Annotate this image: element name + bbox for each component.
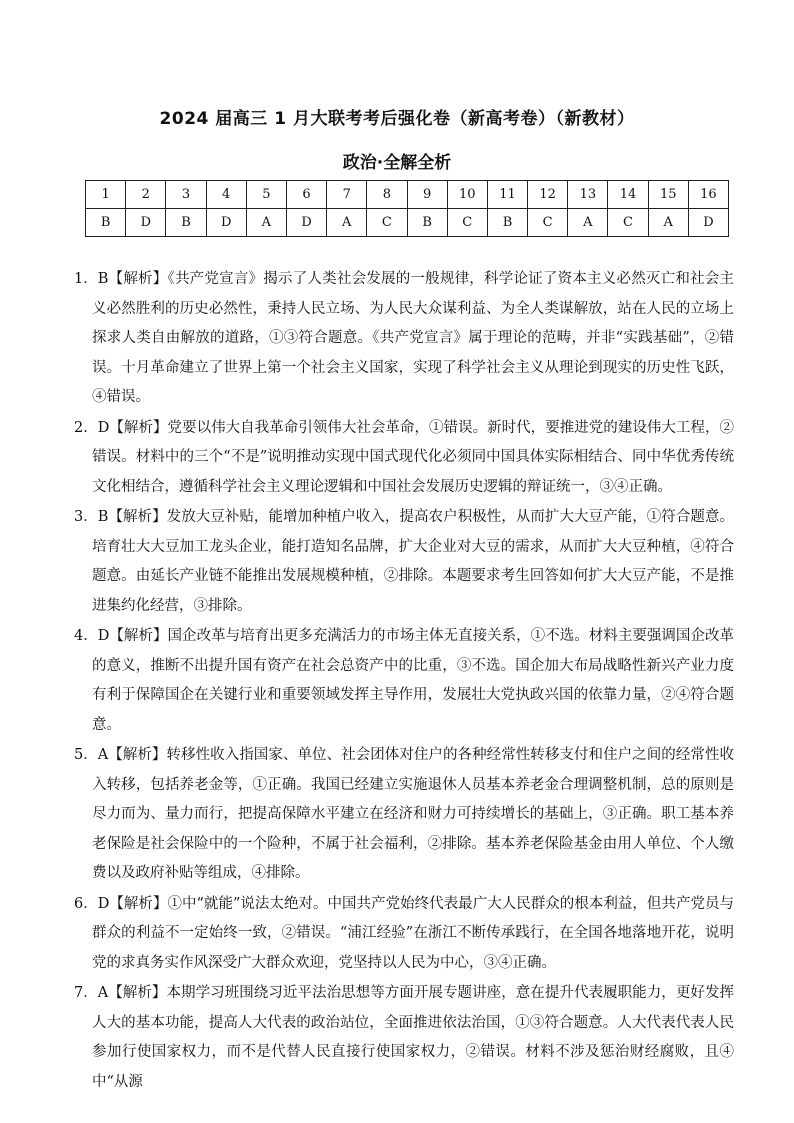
item-answer: A (97, 747, 109, 763)
analysis-item (74, 503, 734, 621)
question-number-cell: 10 (447, 181, 487, 209)
item-tag: 【解析】 (108, 985, 167, 1001)
answer-cell: D (286, 209, 326, 237)
question-number-cell: 15 (648, 181, 688, 209)
analysis-item (74, 265, 734, 413)
question-number-cell: 12 (528, 181, 568, 209)
analysis-item (74, 741, 734, 889)
answer-cell: C (528, 209, 568, 237)
answer-cell: A (648, 209, 688, 237)
answer-table (85, 180, 729, 237)
item-number: 4． (74, 628, 98, 644)
answer-cell: A (327, 209, 367, 237)
item-text: 国企改革与培育出更多充满活力的市场主体无直接关系，①不选。材料主要强调国企改革的意义，推断不出提升国有资产在社会总资产中的比重，③不选。国企加大布局战略性新兴产业力度有利于保障国企在关键行业和重要领域发挥主导作用，发展壮大党执政兴国的依靠力量，②④符合题意。 (92, 628, 735, 733)
item-answer: D (97, 628, 110, 644)
answer-cell: A (568, 209, 608, 237)
answer-cell: B (166, 209, 206, 237)
item-tag: 【解析】 (108, 747, 167, 763)
question-number-cell: 3 (166, 181, 206, 209)
item-tag: 【解析】 (109, 628, 168, 644)
item-answer: D (97, 419, 110, 436)
item-answer: B (97, 509, 109, 525)
item-text: 党要以伟大自我革命引领伟大社会革命，①错误。新时代，要推进党的建设伟大工程，②错误。材料中的三个“不是”说明推动实现中国式现代化必须同中国具体实际相结合、同中华优秀传统文化相结合，遵循科学社会主义理论逻辑和中国社会发展历史逻辑的辩证统一，③④正确。 (92, 419, 735, 495)
question-number-cell: 5 (246, 181, 286, 209)
item-answer: B (97, 271, 109, 287)
item-text: 本期学习班围绕习近平法治思想等方面开展专题讲座，意在提升代表履职能力，更好发挥人大的基本功能，提高人大代表的政治站位，全面推进依法治国，①③符合题意。人大代表代表人民参加行使国家权力，而不是代替人民直接行使国家权力，②错误。材料不涉及惩治财经腐败，且④中“从源 (92, 985, 734, 1090)
item-tag: 【解析】 (108, 509, 167, 525)
analysis-item (74, 414, 734, 503)
item-tag: 【解析】 (108, 271, 168, 287)
answer-table-number-row (86, 181, 729, 209)
analysis-item (74, 890, 734, 979)
question-number-cell: 1 (86, 181, 126, 209)
answer-cell: B (487, 209, 527, 237)
answer-cell: C (367, 209, 407, 237)
analysis-item (74, 979, 734, 1097)
answer-cell: B (86, 209, 126, 237)
item-answer: A (97, 985, 109, 1001)
analysis-item (74, 622, 734, 740)
question-number-cell: 8 (367, 181, 407, 209)
item-number: 7． (74, 985, 98, 1001)
item-number: 6． (74, 895, 98, 912)
question-number-cell: 7 (327, 181, 367, 209)
item-text: 《共产党宣言》揭示了人类社会发展的一般规律，科学论证了资本主义必然灭亡和社会主义必然胜利的历史必然性，秉持人民立场、为人民大众谋利益、为全人类谋解放，站在人民的立场上探求人类自由解放的道路，①③符合题意。《共产党宣言》属于理论的范畴，并非“实践基础”，②错误。十月革命建立了世界上第一个社会主义国家，实现了科学社会主义从理论到现实的历史性飞跃，④错误。 (92, 271, 735, 405)
answer-cell: D (126, 209, 166, 237)
question-number-cell: 16 (688, 181, 728, 209)
item-tag: 【解析】 (109, 895, 168, 912)
question-number-cell: 14 (608, 181, 648, 209)
question-number-cell: 13 (568, 181, 608, 209)
question-number-cell: 6 (286, 181, 326, 209)
item-text: 转移性收入指国家、单位、社会团体对住户的各种经常性转移支付和住户之间的经常性收入转移，包括养老金等，①正确。我国已经建立实施退休人员基本养老金合理调整机制，总的原则是尽力而为、量力而行，把提高保障水平建立在经济和财力可持续增长的基础上，③正确。职工基本养老保险是社会保险中的一个险种，不属于社会福利，②排除。基本养老保险基金由用人单位、个人缴费以及政府补贴等组成，④排除。 (92, 747, 734, 881)
item-number: 2． (74, 419, 98, 436)
question-number-cell: 9 (407, 181, 447, 209)
question-number-cell: 11 (487, 181, 527, 209)
item-answer: D (97, 895, 110, 912)
question-number-cell: 4 (206, 181, 246, 209)
item-number: 3． (74, 509, 98, 525)
item-text: ①中“就能”说法太绝对。中国共产党始终代表最广大人民群众的根本利益，但共产党员与群众的利益不一定始终一致，②错误。“浦江经验”在浙江不断传承践行，在全国各地落地开花，说明党的求真务实作风深受广大群众欢迎，党坚持以人民为中心，③④正确。 (92, 895, 734, 971)
item-text: 发放大豆补贴，能增加种植户收入，提高农户积极性，从而扩大大豆产能，①符合题意。培育壮大大豆加工龙头企业，能打造知名品牌，扩大企业对大豆的需求，从而扩大大豆种植，④符合题意。由延长产业链不能推出发展规模种植，②排除。本题要求考生回答如何扩大大豆产能，不是推进集约化经营，③排除。 (92, 509, 735, 614)
answer-table-answer-row (86, 209, 729, 237)
item-number: 5． (74, 747, 98, 763)
analysis-list (74, 265, 734, 1098)
page-title: 2024 届高三 1 月大联考考后强化卷（新高考卷）（新教材） (159, 109, 635, 129)
page-subtitle: 政治·全解全析 (342, 153, 452, 173)
answer-cell: B (407, 209, 447, 237)
answer-cell: D (206, 209, 246, 237)
item-number: 1． (74, 271, 98, 287)
answer-cell: A (246, 209, 286, 237)
answer-cell: C (447, 209, 487, 237)
answer-cell: D (688, 209, 728, 237)
answer-cell: C (608, 209, 648, 237)
question-number-cell: 2 (126, 181, 166, 209)
item-tag: 【解析】 (109, 419, 168, 436)
